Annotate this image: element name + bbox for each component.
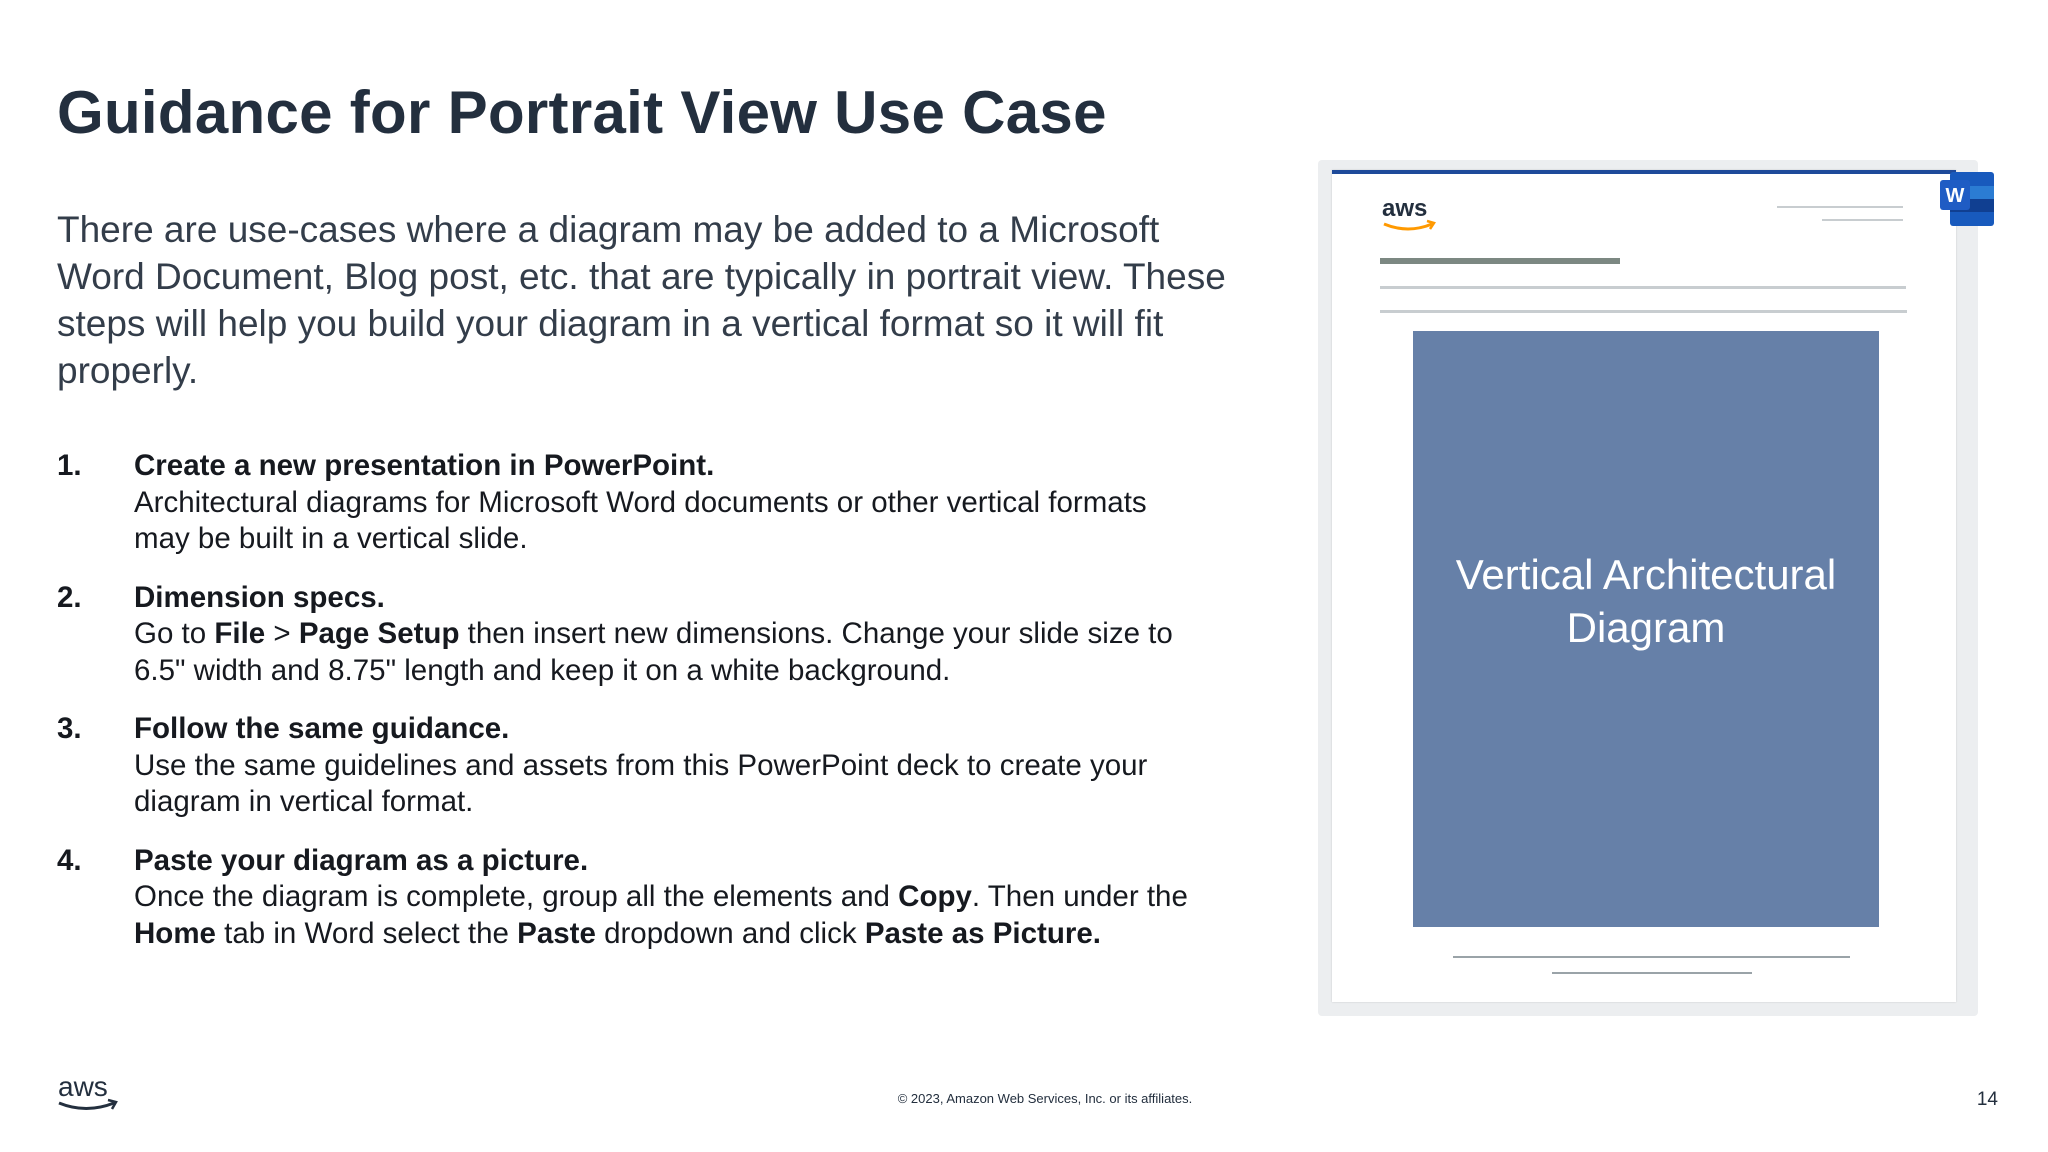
step-emphasis: Copy (898, 880, 972, 913)
step-title: Dimension specs. (134, 580, 385, 614)
step-text: Go to (134, 617, 215, 650)
step-2 (57, 580, 1207, 690)
step-text: then insert new dimensions. Change your slide size to 6.5" width and 8.75" length and keep it on a white background. (134, 617, 1173, 687)
step-body: Architectural diagrams for Microsoft Word documents or other vertical formats may be built in a vertical slide. (134, 485, 1147, 555)
intro-paragraph: There are use-cases where a diagram may be added to a Microsoft Word Document, Blog post, etc. that are typically in portrait view. These steps will help you build your diagram in a vertical format so it will fit properly. (57, 209, 1226, 391)
step-text: Once the diagram is complete, group all the elements and (134, 880, 899, 913)
step-emphasis: Home (134, 916, 216, 950)
step-text: dropdown and click (595, 916, 865, 950)
step-emphasis: Page Setup (298, 617, 460, 650)
step-body (134, 879, 1207, 952)
step-emphasis: Paste as Picture. (864, 916, 1101, 950)
vertical-diagram-placeholder (1413, 331, 1879, 927)
doc-text-line (1380, 286, 1906, 289)
step-title: Create a new presentation in PowerPoint. (134, 449, 715, 482)
doc-header-line (1777, 206, 1903, 208)
doc-header-line (1822, 219, 1903, 221)
doc-text-line (1380, 310, 1907, 313)
step-1 (57, 448, 1207, 558)
copyright-text: © 2023, Amazon Web Services, Inc. or its affiliates. (897, 1091, 1193, 1106)
step-title: Follow the same guidance. (134, 712, 510, 745)
aws-footer-logo-text: aws (58, 1071, 108, 1102)
doc-caption-line (1552, 972, 1752, 974)
steps-list (57, 448, 1207, 974)
aws-logo-text: aws (1382, 195, 1428, 222)
step-body (134, 616, 1207, 689)
aws-logo-icon (1380, 194, 1442, 236)
step-title: Paste your diagram as a picture. (134, 843, 589, 877)
step-text: tab in Word select the (215, 916, 518, 950)
word-icon-letter: W (1945, 185, 1965, 207)
step-emphasis: File (214, 617, 266, 650)
step-body: Use the same guidelines and assets from this PowerPoint deck to create your diagram in vertical format. (134, 748, 1148, 818)
step-text: > (265, 617, 299, 650)
step-number: 4. (57, 843, 82, 877)
step-number: 3. (57, 712, 82, 745)
microsoft-word-icon (1938, 170, 1996, 228)
diagram-label: Vertical Architectural Diagram (1455, 551, 1837, 651)
step-number: 1. (57, 449, 82, 482)
doc-caption-line (1453, 956, 1850, 958)
doc-heading-bar (1380, 258, 1620, 264)
slide-title: Guidance for Portrait View Use Case (57, 79, 1107, 146)
page-number: 14 (1976, 1089, 1998, 1110)
step-number: 2. (57, 580, 82, 614)
step-text: . Then under the (971, 880, 1188, 913)
step-emphasis: Paste (517, 916, 596, 950)
step-3 (57, 711, 1207, 821)
step-4 (57, 843, 1207, 953)
